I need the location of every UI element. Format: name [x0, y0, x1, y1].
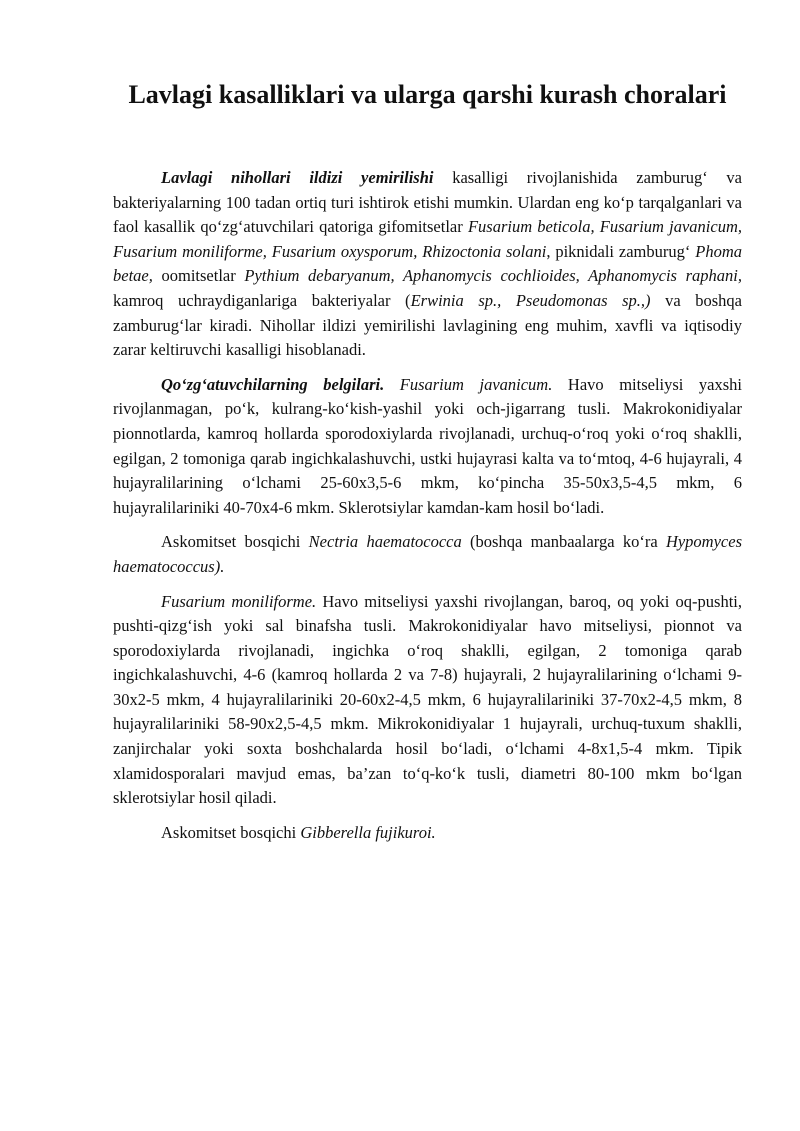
paragraph-text: va boshqa zamburug‘lar kiradi. Nihollar ildizi yemirilishi lavlagining eng muhim, xavfli va iqtisodiy zarar keltiruvchi kasalligi hisoblanadi. [113, 290, 742, 360]
paragraph-text: (boshqa manbaalarga ko‘ra [461, 532, 666, 552]
paragraph-text: oomitsetlar [152, 266, 245, 286]
section-heading: Qo‘zg‘atuvchilarning belgilari. [161, 374, 385, 394]
term-disease-name: Lavlagi nihollari ildizi yemirilishi [161, 168, 434, 187]
paragraph-askomitset-1 [113, 530, 742, 579]
paragraph-text: Havo mitseliysi yaxshi rivojlanmagan, po‘k, kulrang-ko‘kish-yashil yoki och-jigarrang tusli. Makrokonidiyalar pionnotlarda, kamroq hollarda sporodoxiylarda rivojlanadi, urchuq-o‘roq yoki o‘roq shaklli, egilgan, 2 tomoniga qarab ingichkalashuvchi, ustki hujayrasi kalta va to‘mtoq, 4-6 hujayrali, 4 hujayralilarining o‘lchami 25-60x3,5-6 mkm, ko‘pincha 35-50x3,5-4,5 mkm, 6 hujayralilariniki 40-70x4-6 mkm. Sklerotsiylar kamdan-kam hosil bo‘ladi. [113, 374, 743, 517]
paragraph-nihollar-ildizi [113, 166, 742, 363]
species-name: Fusarium javanicum. [399, 374, 553, 394]
paragraph-fusarium-moniliforme [113, 590, 742, 811]
paragraph-text: Askomitset bosqichi [161, 532, 309, 552]
paragraph-fusarium-javanicum [113, 373, 742, 521]
paragraph-text: Havo mitseliysi yaxshi rivojlangan, baroq, oq yoki oq-pushti, pushti-qizg‘ish yoki sal binafsha tusli. Makrokonidiyalar havo mitseliysi, pionnot va sporodoxiylarda rivojlanadi, ingichka o‘roq shaklli, egilgan, 2 tomoniga qarab ingichkalashuvchi, 4-6 (kamroq hollarda 2 va 7-8) hujayrali, 2 hujayralilarining o‘lchami 9-30x2-5 mkm, 4 hujayralilariniki 20-60x2-4,5 mkm, 6 hujayralilariniki 37-70x2-4,5 mkm, 8 hujayralilariniki 58-90x2,5-4,5 mkm. Mikrokonidiyalar 1 hujayrali, urchuq-tuxum shaklli, zanjirchalar yoki soxta boshchalarda hosil bo‘ladi, o‘lchami 4-8x1,5-4 mkm. Tipik xlamidosporalari mavjud emas, ba’zan to‘q-ko‘k tusli, diametri 80-100 mkm bo‘lgan sklerotsiylar hosil qiladi. [113, 591, 743, 808]
page-title: Lavlagi kasalliklari va ularga qarshi kurash choralari [128, 80, 727, 109]
species-name: Hypomyces haematococcus). [113, 532, 742, 576]
species-name: Nectria haematococca [308, 532, 462, 552]
species-list: Pythium debaryanum, Aphanomycis cochlioides, Aphanomycis raphani, [244, 266, 742, 286]
species-name: Gibberella fujikuroi. [300, 822, 436, 842]
paragraph-text: kasalligi rivojlanishida zamburug‘ va bakteriyalarning 100 tadan ortiq turi ishtirok etishi mumkin. Ulardan eng ko‘p tarqalganlari va faol kasallik qo‘zg‘atuvchilari qatoriga gifomitsetlar [113, 168, 742, 237]
species-name: Phoma betae, [113, 241, 743, 286]
document-body [113, 166, 742, 845]
paragraph-text: kamroq uchraydiganlariga bakteriyalar ( [113, 290, 411, 310]
species-name: Fusarium moniliforme. [161, 591, 317, 611]
paragraph-text: , piknidali zamburug‘ [546, 241, 696, 261]
paragraph-text [384, 375, 400, 394]
species-list: Erwinia sp., Pseudomonas sp.,) [410, 290, 651, 310]
paragraph-text: Askomitset bosqichi [161, 822, 301, 842]
paragraph-askomitset-2 [113, 821, 742, 846]
species-list: Fusarium beticola, Fusarium javanicum, Fusarium moniliforme, Fusarium oxysporum, Rhizoctonia solani [113, 217, 742, 261]
